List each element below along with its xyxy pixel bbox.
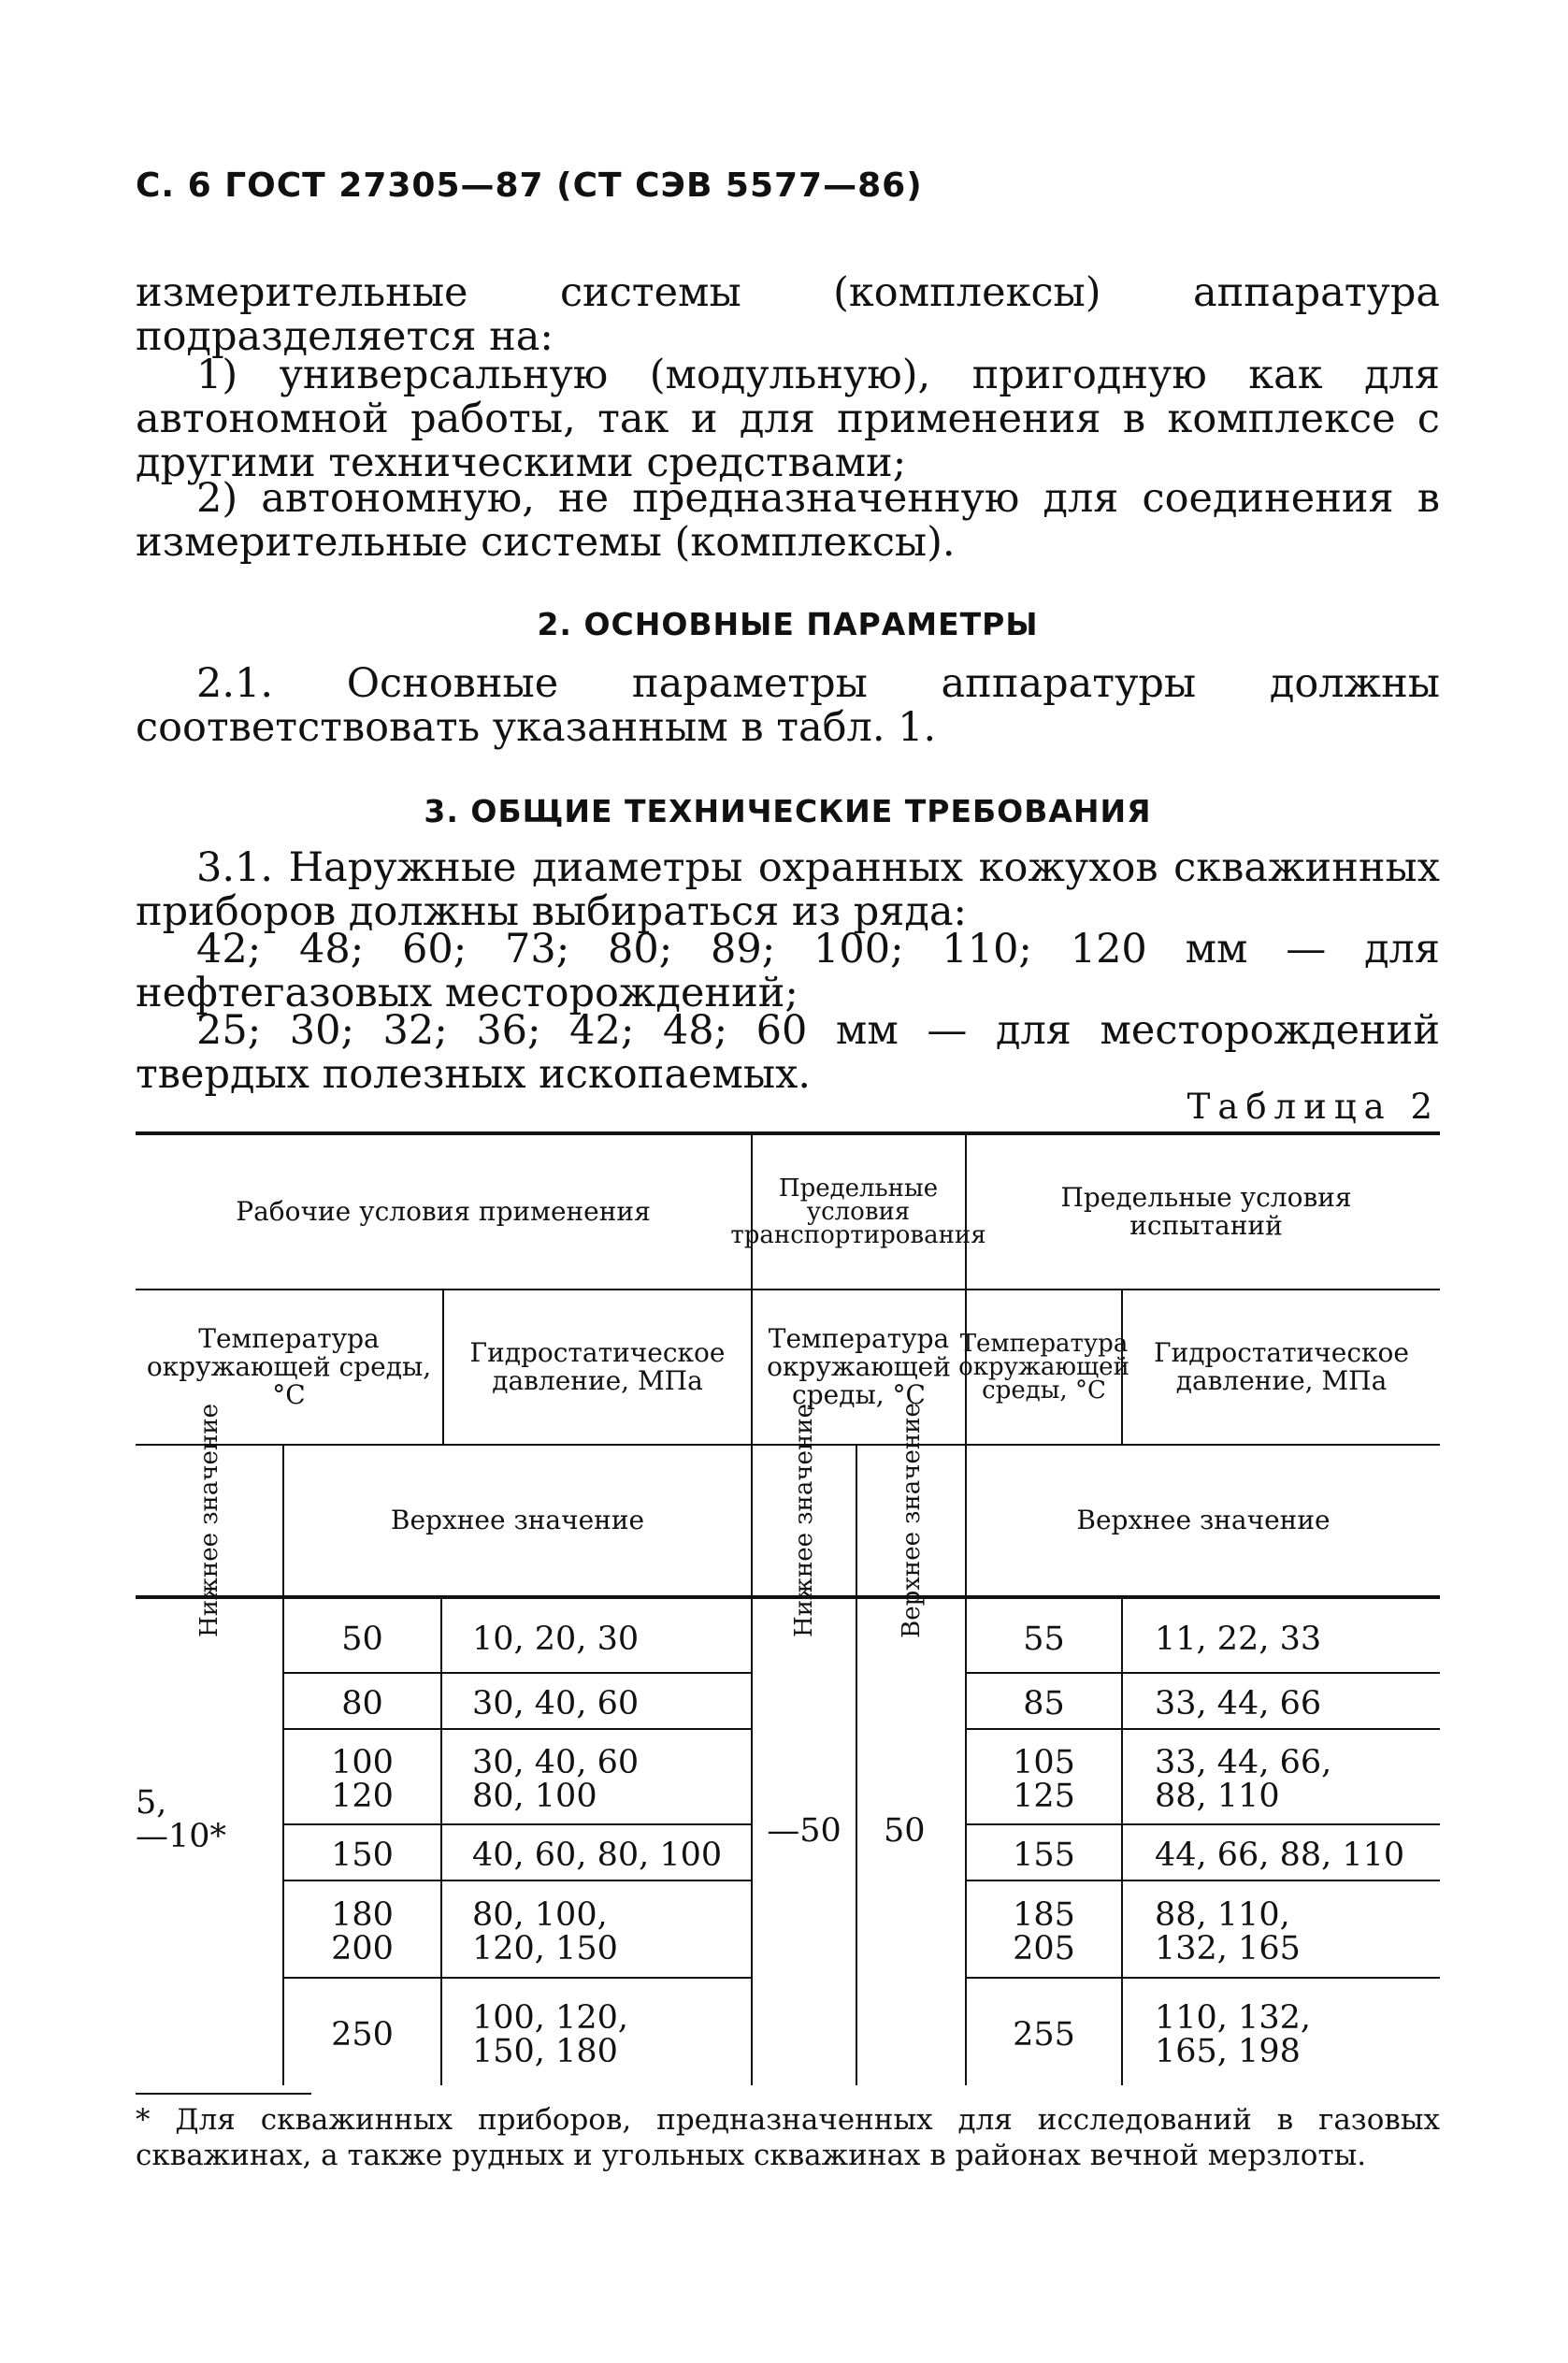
header-working-conditions: Рабочие условия применения	[236, 1196, 651, 1227]
cell-test-pressure: 33, 44, 66, 88, 110	[1155, 1743, 1332, 1815]
intro-line: измерительные системы (комплексы) аппаратура подразделяется на:	[136, 269, 1440, 360]
section-3-paragraph-3: 25; 30; 32; 36; 42; 48; 60 мм — для месторождений твердых полезных ископаемых.	[136, 1007, 1440, 1098]
page-header: С. 6 ГОСТ 27305—87 (СТ СЭВ 5577—86)	[136, 166, 923, 205]
header-pressure-testing: Гидростатическое давление, МПа	[1154, 1337, 1409, 1396]
header-transport-upper-value-text: Верхнее значение	[897, 1403, 926, 1638]
table-column-rule	[751, 1131, 753, 2085]
cell-upper-temperature: 250	[331, 2016, 394, 2053]
row-rule	[282, 1977, 751, 1979]
row-rule	[965, 1977, 1440, 1979]
cell-test-temperature: 85	[1023, 1685, 1065, 1722]
section-3-title: 3. ОБЩИЕ ТЕХНИЧЕСКИЕ ТРЕБОВАНИЯ	[424, 793, 1152, 829]
header-transport-conditions: Предельные условия транспортирования	[730, 1174, 986, 1249]
row-rule	[965, 1880, 1440, 1881]
header-lower-value-text: Нижнее значение	[194, 1404, 223, 1637]
table-caption: Таблица 2	[1187, 1087, 1440, 1127]
row-rule	[965, 1728, 1440, 1730]
section-2-paragraph: 2.1. Основные параметры аппаратуры должны соответствовать указанным в табл. 1.	[136, 660, 1440, 751]
cell-test-pressure: 110, 132, 165, 198	[1155, 1999, 1311, 2070]
header-testing-conditions: Предельные условия испытаний	[1060, 1182, 1352, 1241]
cell-pressure: 80, 100, 120, 150	[472, 1896, 618, 1967]
cell-test-temperature: 55	[1023, 1621, 1065, 1658]
header-temperature-transport: Температура окружающей среды, °С	[767, 1323, 951, 1410]
row-rule	[282, 1728, 751, 1730]
cell-test-temperature: 105 125	[1013, 1743, 1075, 1815]
list-item-2: 2) автономную, не предназначенную для соединения в измерительные системы (комплексы).	[136, 475, 1440, 566]
footnote: * Для скважинных приборов, предназначенных для исследований в газовых скважинах, а также рудных и угольных скважинах в районах вечной мерзлоты.	[136, 2103, 1440, 2172]
row-rule	[282, 1672, 751, 1674]
cell-pressure: 30, 40, 60	[472, 1685, 640, 1722]
footnote-rule	[136, 2093, 311, 2095]
section-2-title: 2. ОСНОВНЫЕ ПАРАМЕТРЫ	[537, 606, 1039, 642]
row-rule	[282, 1823, 751, 1825]
data-table	[136, 1131, 1440, 2085]
cell-upper-temperature: 180 200	[331, 1896, 394, 1967]
header-pressure-working: Гидростатическое давление, МПа	[469, 1337, 726, 1396]
header-transport-upper-value	[857, 1403, 965, 1638]
cell-pressure: 40, 60, 80, 100	[472, 1837, 723, 1874]
table-column-rule	[440, 1595, 442, 2085]
header-transport-lower-value-text: Нижнее значение	[790, 1404, 819, 1637]
cell-test-pressure: 88, 110, 132, 165	[1155, 1896, 1301, 1967]
section-3-paragraph-1: 3.1. Наружные диаметры охранных кожухов скважинных приборов должны выбираться из ряда:	[136, 844, 1440, 935]
header-temperature-testing: Температура окружающей среды, °С	[958, 1329, 1129, 1405]
cell-test-temperature: 185 205	[1013, 1896, 1075, 1967]
row-rule	[965, 1672, 1440, 1674]
header-testing-upper-value: Верхнее значение	[1076, 1505, 1331, 1535]
cell-pressure: 100, 120, 150, 180	[472, 1999, 628, 2070]
lower-temperature-working: 5, —10*	[136, 1784, 227, 1855]
transport-upper-value: 50	[884, 1812, 926, 1850]
cell-pressure: 10, 20, 30	[472, 1621, 640, 1658]
cell-pressure: 30, 40, 60 80, 100	[472, 1743, 640, 1815]
cell-test-temperature: 155	[1013, 1837, 1075, 1874]
cell-upper-temperature: 80	[341, 1685, 383, 1722]
header-temperature-working: Температура окружающей среды, °С	[146, 1323, 432, 1410]
cell-test-temperature: 255	[1013, 2016, 1075, 2053]
header-lower-value	[136, 1404, 282, 1637]
cell-upper-temperature: 150	[331, 1837, 394, 1874]
transport-lower-value: —50	[767, 1812, 842, 1850]
row-rule	[965, 1823, 1440, 1825]
cell-test-pressure: 44, 66, 88, 110	[1155, 1837, 1405, 1874]
header-upper-value: Верхнее значение	[390, 1505, 645, 1535]
cell-test-pressure: 33, 44, 66	[1155, 1685, 1322, 1722]
table-rule	[136, 1595, 1440, 1599]
table-column-rule	[1121, 1595, 1123, 2085]
cell-test-pressure: 11, 22, 33	[1155, 1621, 1322, 1658]
list-item-1: 1) универсальную (модульную), пригодную как для автономной работы, так и для применения в комплексе с другими техническими средствами;	[136, 352, 1440, 486]
cell-upper-temperature: 50	[341, 1621, 383, 1658]
cell-upper-temperature: 100 120	[331, 1743, 394, 1815]
section-3-paragraph-2: 42; 48; 60; 73; 80; 89; 100; 110; 120 мм — для нефтегазовых месторождений;	[136, 926, 1440, 1016]
header-transport-lower-value	[753, 1404, 856, 1637]
row-rule	[282, 1880, 751, 1881]
